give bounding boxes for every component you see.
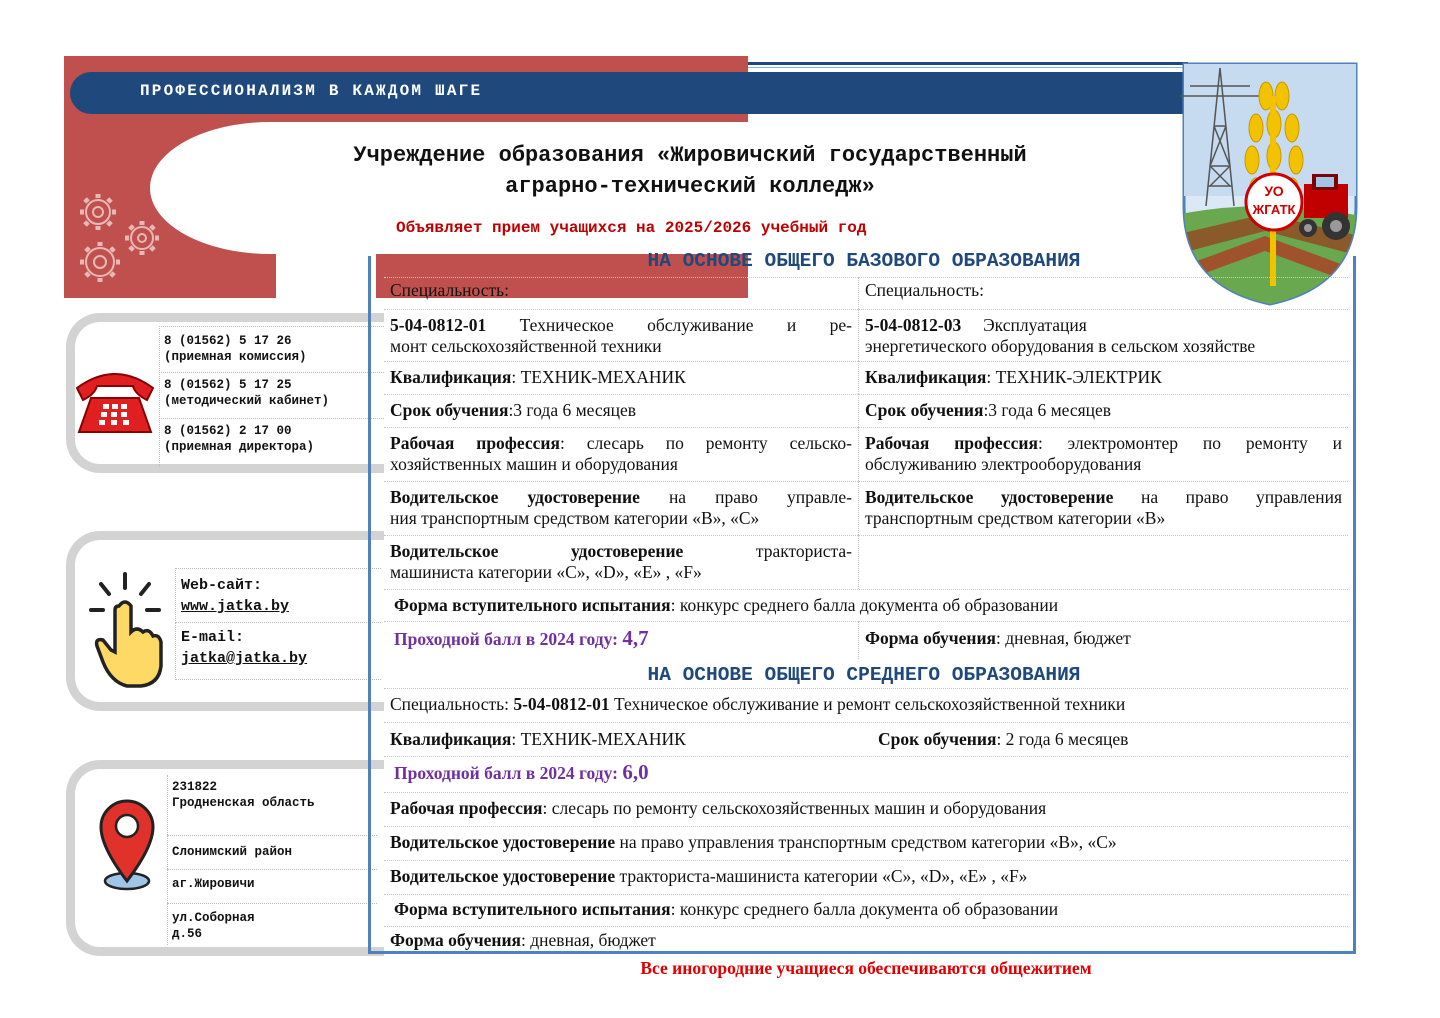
logo-text-line2: ЖГАТК: [1252, 202, 1296, 217]
qualification-value: : ТЕХНИК-ЭЛЕКТРИК: [986, 367, 1162, 387]
basic-exam-form: [384, 589, 1348, 621]
header-navy-line: [748, 62, 1188, 65]
basic-right-license: [858, 481, 1348, 535]
basic-right-term: [858, 394, 1348, 427]
college-title-line2: аграрно-технический колледж»: [505, 174, 875, 199]
header-white-cut: [276, 252, 376, 312]
term-label: Срок обучения: [390, 400, 509, 420]
tractor-license-value: тракториста-машиниста категории «С», «D», «Е» , «F»: [615, 866, 1028, 886]
email-entry[interactable]: [175, 622, 381, 680]
phone-number[interactable]: 8 (01562) 2 17 00: [164, 424, 292, 438]
profession-value-1: : электромонтер по ремонту и: [1037, 433, 1342, 453]
basic-left-specialty: [384, 309, 858, 361]
specialty-name-part2: энергетического оборудования в сельском хозяйстве: [865, 336, 1256, 356]
address-postcode: 231822: [172, 780, 218, 794]
term-label: Срок обучения: [865, 400, 984, 420]
specialty-code: 5-04-0812-01: [513, 694, 610, 714]
profession-value-2: обслуживанию электрооборудования: [865, 454, 1142, 474]
college-title: [210, 140, 1170, 202]
score-label: Проходной балл в 2024 году:: [394, 629, 623, 649]
study-form-value: : дневная, бюджет: [521, 930, 656, 950]
specialty-name-part1: Эксплуатация: [983, 315, 1087, 335]
qualification-label: Квалификация: [865, 367, 987, 387]
basic-left-profession: [384, 427, 858, 481]
basic-left-qualification: [384, 361, 858, 394]
basic-left-license: [384, 481, 858, 535]
tractor-license-label: Водительское удостоверение: [390, 866, 616, 886]
logo-text-line1: УО: [1264, 183, 1284, 199]
location-pin-icon: [95, 797, 159, 891]
qualification-value: : ТЕХНИК-МЕХАНИК: [511, 367, 686, 387]
license-value-2: транспортным средством категории «В»: [865, 508, 1166, 528]
section-heading-secondary: НА ОСНОВЕ ОБЩЕГО СРЕДНЕГО ОБРАЗОВАНИЯ: [647, 664, 1081, 686]
term-value: :3 года 6 месяцев: [983, 400, 1112, 420]
profession-label: Рабочая профессия: [865, 433, 1038, 453]
term-value: :3 года 6 месяцев: [508, 400, 637, 420]
basic-right-specialty-label: Специальность:: [858, 277, 1348, 309]
basic-right-empty-cell: [858, 535, 1348, 589]
profession-label: Рабочая профессия: [390, 798, 543, 818]
basic-left-term: [384, 394, 858, 427]
slogan: ПРОФЕССИОНАЛИЗМ В КАЖДОМ ШАГЕ: [140, 82, 483, 100]
study-form-label: Форма обучения: [865, 628, 997, 648]
phone-entry[interactable]: [159, 418, 384, 467]
address-region: Гродненская область: [172, 796, 315, 810]
phone-label: (методический кабинет): [164, 394, 330, 408]
exam-value: : конкурс среднего балла документа об образовании: [670, 595, 1059, 615]
tractor-license-value-1: тракториста-: [683, 541, 852, 561]
gears-icon: [66, 180, 170, 290]
website-label: Web-сайт:: [181, 577, 263, 594]
address-street: [167, 903, 377, 945]
basic-right-profession: [858, 427, 1348, 481]
license-value: на право управления транспортным средством категории «В», «С»: [615, 832, 1117, 852]
specialty-code: 5-04-0812-01: [390, 315, 487, 335]
exam-label: Форма вступительного испытания: [394, 595, 671, 615]
phone-number[interactable]: 8 (01562) 5 17 25: [164, 378, 292, 392]
tractor-license-value-2: машиниста категории «С», «D», «Е» , «F»: [390, 562, 702, 582]
phone-card: [66, 313, 384, 473]
phone-entry[interactable]: [159, 326, 384, 377]
basic-right-specialty: [858, 309, 1348, 361]
secondary-specialty: [384, 688, 1348, 722]
secondary-qual-term: [384, 722, 1348, 756]
dormitory-notice: Все иногородние учащиеся обеспечиваются общежитием: [640, 958, 1092, 978]
license-label: Водительское удостоверение: [865, 487, 1114, 507]
study-form-value: : дневная, бюджет: [996, 628, 1131, 648]
profession-value: : слесарь по ремонту сельскохозяйственных машин и оборудования: [542, 798, 1047, 818]
address-town: аг.Жировичи: [167, 869, 377, 903]
score-value: 4,7: [622, 626, 649, 650]
phone-label: (приемная комиссия): [164, 350, 307, 364]
admission-announcement: Объявляет прием учащихся на 2025/2026 учебный год: [396, 219, 867, 237]
specialty-name: Техническое обслуживание и ремонт сельскохозяйственной техники: [609, 694, 1126, 714]
phone-number[interactable]: 8 (01562) 5 17 26: [164, 334, 292, 348]
website-link[interactable]: www.jatka.by: [181, 598, 290, 615]
secondary-profession: [384, 792, 1348, 826]
term-label: Срок обучения: [878, 729, 997, 749]
college-title-line1: Учреждение образования «Жировичский государственный: [353, 143, 1027, 168]
study-form-label: Форма обучения: [390, 930, 522, 950]
header-light-line: [748, 67, 1188, 68]
score-label: Проходной балл в 2024 году:: [394, 763, 623, 783]
specialty-label: Специальность:: [390, 694, 514, 714]
phone-label: (приемная директора): [164, 440, 315, 454]
term-value: : 2 года 6 месяцев: [996, 729, 1129, 749]
web-card: [66, 531, 384, 711]
secondary-passing-score: [384, 756, 1348, 792]
profession-value-2: хозяйственных машин и оборудования: [390, 454, 678, 474]
qualification-value: : ТЕХНИК-МЕХАНИК: [511, 729, 686, 749]
address-card: [66, 760, 384, 956]
basic-study-form: [858, 621, 1348, 659]
qualification-label: Квалификация: [390, 367, 512, 387]
basic-left-tractor-license: [384, 535, 858, 589]
email-label: E-mail:: [181, 629, 245, 646]
section-heading-basic: НА ОСНОВЕ ОБЩЕГО БАЗОВОГО ОБРАЗОВАНИЯ: [647, 250, 1081, 272]
profession-label: Рабочая профессия: [390, 433, 560, 453]
license-value-1: на право управления: [1113, 487, 1342, 507]
telephone-icon: [71, 366, 159, 438]
license-label: Водительское удостоверение: [390, 832, 616, 852]
score-value: 6,0: [622, 760, 649, 784]
specialty-name-part1: Техническое обслуживание и ре-: [519, 315, 853, 335]
secondary-study-form: [384, 926, 1348, 952]
pointing-hand-icon: [87, 570, 171, 690]
email-link[interactable]: jatka@jatka.by: [181, 650, 308, 667]
basic-right-qualification: [858, 361, 1348, 394]
tractor-license-label: Водительское удостоверение: [390, 541, 684, 561]
phone-entry[interactable]: [159, 372, 384, 421]
exam-label: Форма вступительного испытания: [394, 899, 671, 919]
license-value-1: на право управле-: [639, 487, 852, 507]
address-district: Слонимский район: [167, 835, 377, 869]
address-house: д.56: [172, 927, 203, 941]
address-postcode-region: [167, 775, 382, 839]
specialty-code: 5-04-0812-03: [865, 315, 962, 335]
qualification-label: Квалификация: [390, 729, 512, 749]
address-street-name: ул.Соборная: [172, 911, 255, 925]
website-entry[interactable]: [175, 568, 381, 623]
secondary-tractor-license: [384, 860, 1348, 894]
profession-value-1: : слесарь по ремонту сельско-: [559, 433, 852, 453]
basic-passing-score: [384, 621, 858, 659]
secondary-license: [384, 826, 1348, 860]
basic-left-specialty-label: Специальность:: [384, 277, 858, 309]
exam-value: : конкурс среднего балла документа об образовании: [670, 899, 1059, 919]
license-label: Водительское удостоверение: [390, 487, 640, 507]
secondary-exam-form: [384, 894, 1348, 926]
specialty-name-part2: монт сельскохозяйственной техники: [390, 336, 662, 356]
license-value-2: ния транспортным средством категории «В», «С»: [390, 508, 760, 528]
